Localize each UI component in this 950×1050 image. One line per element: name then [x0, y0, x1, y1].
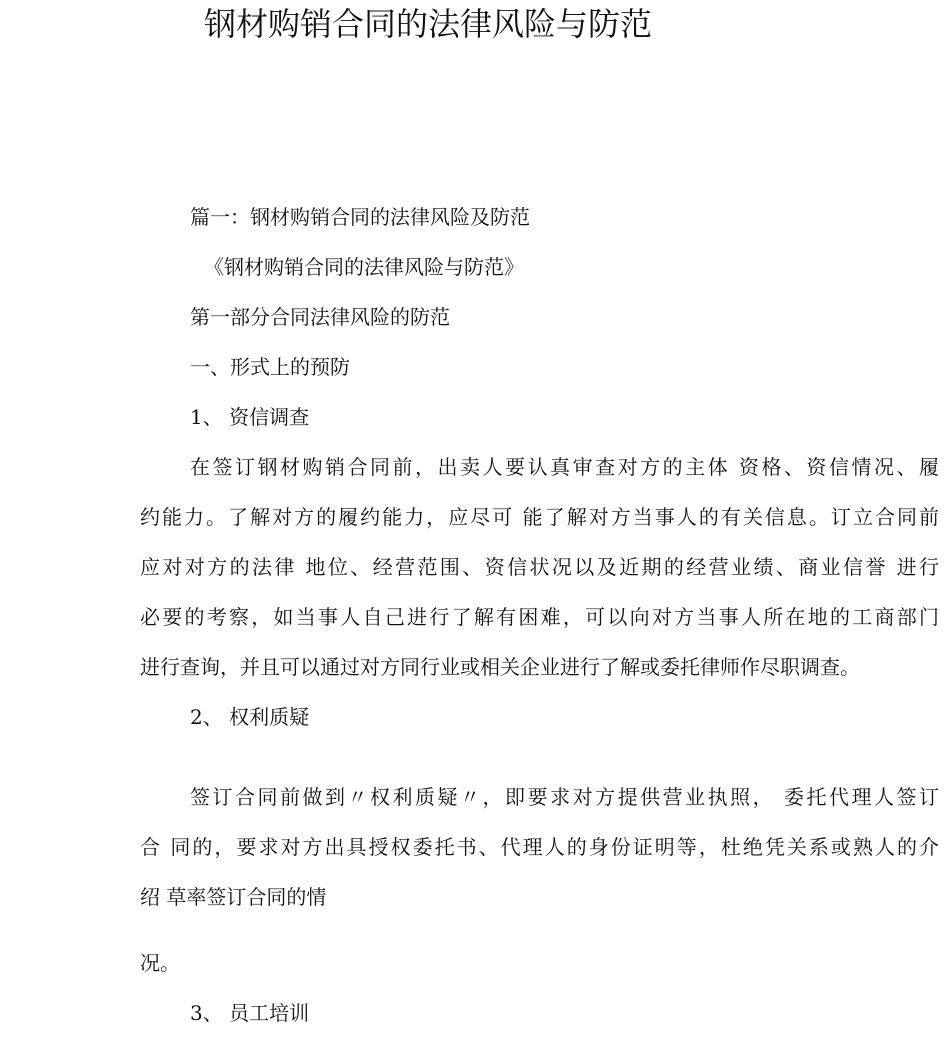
part-heading: 第一部分合同法律风险的防范	[190, 305, 450, 329]
section-heading: 一、形式上的预防	[190, 355, 350, 379]
paragraph-line: 应对对方的法律 地位、经营范围、资信状况以及近期的经营业绩、商业信誉 进行	[140, 555, 939, 579]
subsection-heading-rights-query: 2、 权利质疑	[190, 705, 310, 729]
paragraph-line: 进行查询，并且可以通过对方同行业或相关企业进行了解或委托律师作尽职调查。	[140, 655, 860, 679]
paragraph-line: 绍 草率签订合同的情	[140, 885, 327, 909]
book-title-line: 《钢材购销合同的法律风险与防范》	[204, 255, 524, 279]
paragraph-line: 签订合同前做到〃权利质疑〃，即要求对方提供营业执照， 委托代理人签订	[190, 785, 939, 809]
document-title: 钢材购销合同的法律风险与防范	[204, 5, 653, 43]
paragraph-line: 况。	[140, 951, 180, 975]
paragraph-line: 合 同的，要求对方出具授权委托书、代理人的身份证明等，杜绝凭关系或熟人的介	[140, 835, 939, 859]
subsection-heading-credit-check: 1、 资信调查	[190, 405, 310, 429]
paragraph-line: 在签订钢材购销合同前，出卖人要认真审查对方的主体 资格、资信情况、履	[190, 455, 939, 479]
chapter-heading: 篇一：钢材购销合同的法律风险及防范	[190, 205, 530, 229]
paragraph-line: 约能力。了解对方的履约能力，应尽可 能了解对方当事人的有关信息。订立合同前	[140, 505, 939, 529]
subsection-heading-staff-training: 3、 员工培训	[190, 1001, 310, 1025]
paragraph-line: 必要的考察，如当事人自己进行了解有困难，可以向对方当事人所在地的工商部门	[140, 605, 939, 629]
